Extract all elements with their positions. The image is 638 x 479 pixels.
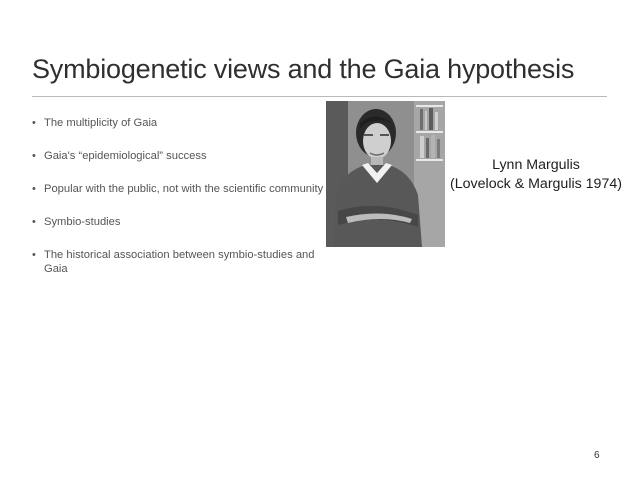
slide-title: Symbiogenetic views and the Gaia hypothesis bbox=[32, 54, 575, 84]
bullet-item bbox=[32, 149, 332, 163]
photo-caption bbox=[446, 156, 626, 194]
bullet-dot: • bbox=[32, 117, 36, 129]
title-divider bbox=[32, 96, 607, 97]
bullet-dot: • bbox=[32, 216, 36, 228]
bullet-item bbox=[32, 248, 332, 276]
bullet-text: The historical association between symbio-studies and Gaia bbox=[44, 249, 315, 275]
caption-name: Lynn Margulis bbox=[492, 157, 580, 173]
page-number: 6 bbox=[594, 450, 600, 461]
bullet-dot: • bbox=[32, 183, 36, 195]
bullet-text: Popular with the public, not with the scientific community bbox=[44, 183, 324, 195]
bullet-dot: • bbox=[32, 249, 36, 261]
bullet-text: Symbio-studies bbox=[44, 216, 121, 228]
caption-citation: (Lovelock & Margulis 1974) bbox=[450, 176, 622, 192]
bullet-item bbox=[32, 182, 332, 196]
portrait-photo bbox=[326, 101, 445, 247]
bullet-list bbox=[32, 116, 332, 295]
bullet-text: The multiplicity of Gaia bbox=[44, 117, 158, 129]
bullet-text: Gaia's “epidemiological” success bbox=[44, 150, 207, 162]
bullet-item bbox=[32, 215, 332, 229]
bullet-item bbox=[32, 116, 332, 130]
bullet-dot: • bbox=[32, 150, 36, 162]
